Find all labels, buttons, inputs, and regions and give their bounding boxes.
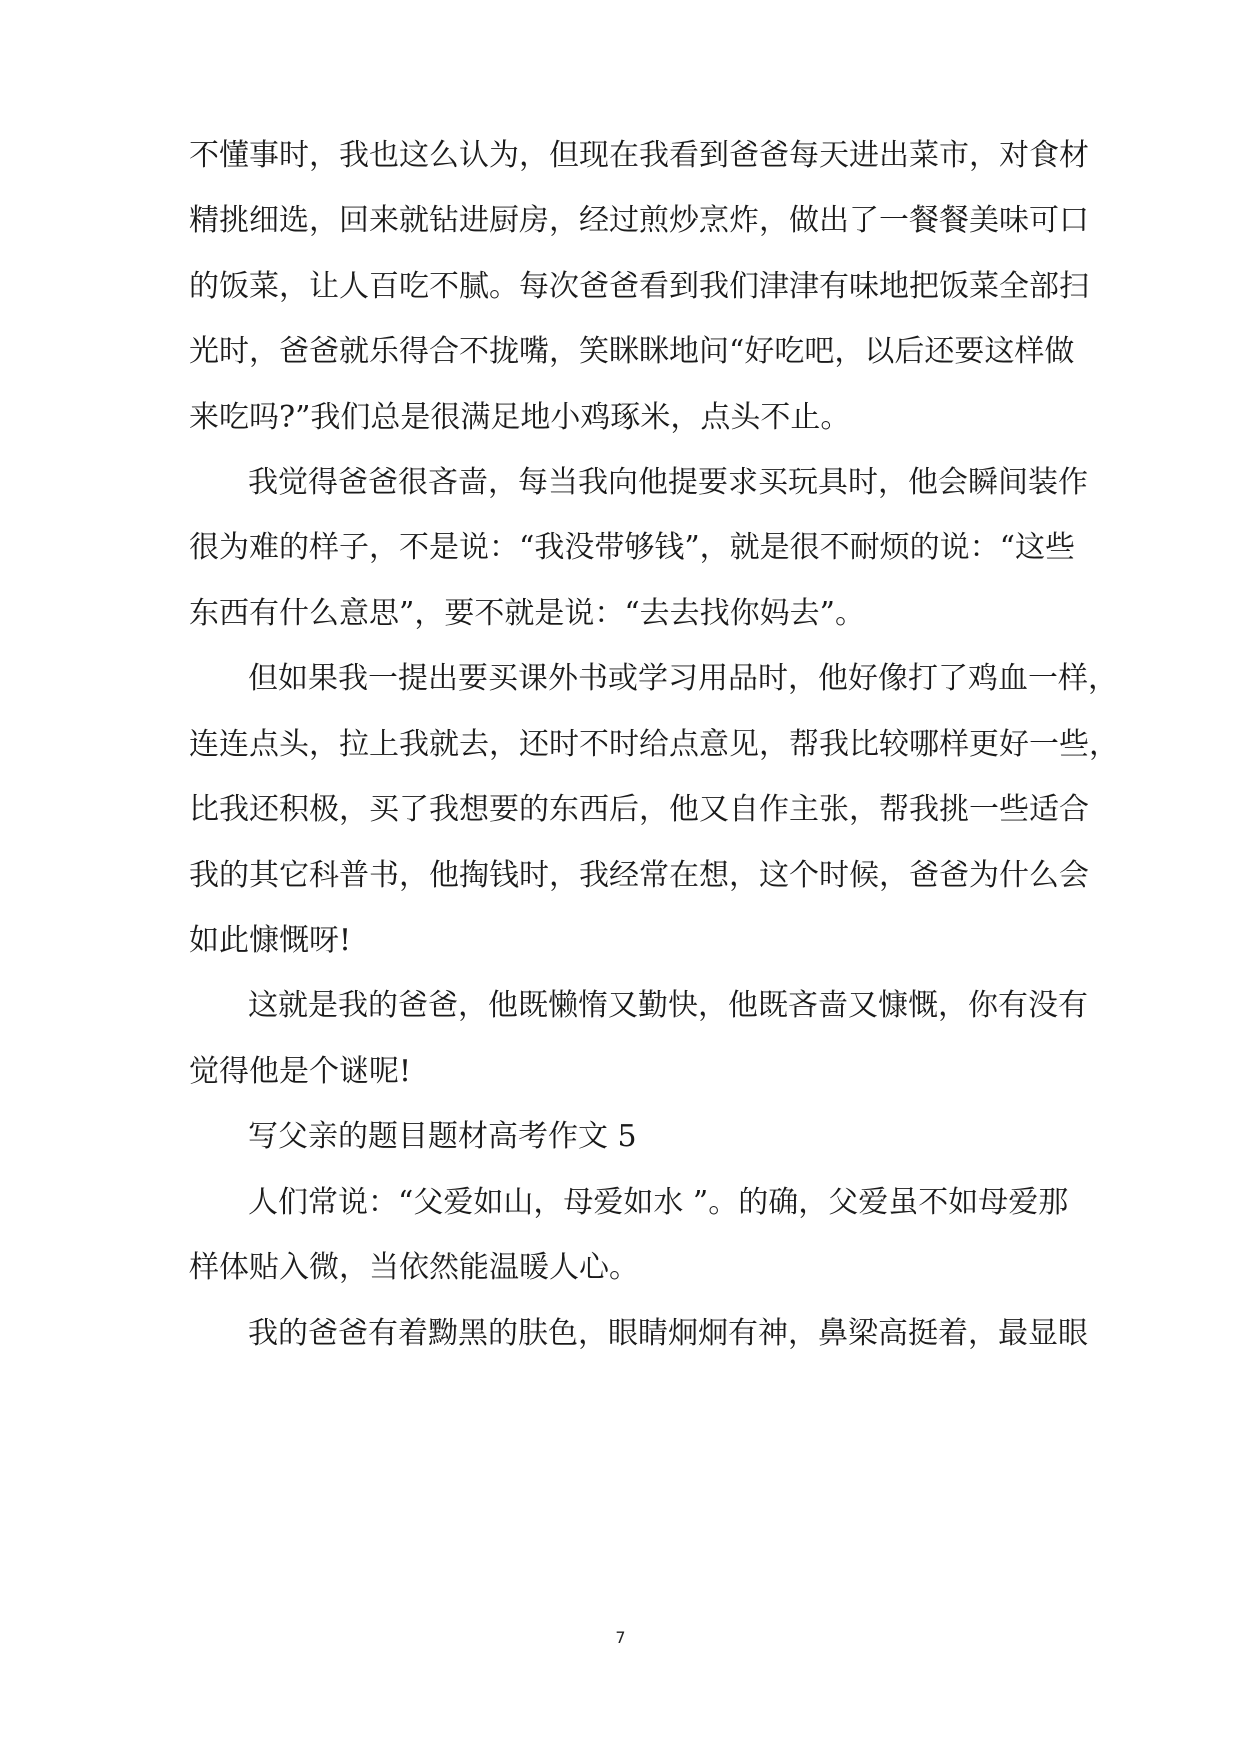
- text-line: 精挑细选，回来就钻进厨房，经过煎炒烹炸，做出了一餐餐美味可口: [189, 203, 1089, 238]
- text-line: 如此慷慨呀!: [189, 923, 352, 958]
- paragraph-first-line: 但如果我一提出要买课外书或学习用品时，他好像打了鸡血一样，: [248, 661, 1118, 696]
- text-line: 的饭菜，让人百吃不腻。每次爸爸看到我们津津有味地把饭菜全部扫: [189, 269, 1089, 304]
- page-number: 7: [615, 1628, 626, 1647]
- text-line: 连连点头，拉上我就去，还时不时给点意见，帮我比较哪样更好一些，: [189, 727, 1119, 762]
- text-line: 样体贴入微，当依然能温暖人心。: [189, 1250, 639, 1285]
- text-line: 觉得他是个谜呢!: [189, 1054, 412, 1089]
- text-line: 很为难的样子，不是说：“我没带够钱”，就是很不耐烦的说：“这些: [189, 530, 1076, 565]
- text-line: 东西有什么意思”，要不就是说：“去去找你妈去”。: [189, 596, 866, 631]
- paragraph-first-line: 我觉得爸爸很吝啬，每当我向他提要求买玩具时，他会瞬间装作: [248, 465, 1088, 500]
- paragraph-first-line: 这就是我的爸爸，他既懒惰又勤快，他既吝啬又慷慨，你有没有: [248, 988, 1088, 1023]
- text-line: 来吃吗?”我们总是很满足地小鸡琢米，点头不止。: [189, 400, 851, 435]
- text-line: 光时，爸爸就乐得合不拢嘴，笑眯眯地问“好吃吧，以后还要这样做: [189, 334, 1075, 369]
- paragraph-first-line: 我的爸爸有着黝黑的肤色，眼睛炯炯有神，鼻梁高挺着，最显眼: [248, 1316, 1088, 1351]
- paragraph-first-line: 人们常说：“父爱如山，母爱如水 ”。的确，父爱虽不如母爱那: [248, 1185, 1069, 1220]
- text-line: 不懂事时，我也这么认为，但现在我看到爸爸每天进出菜市，对食材: [189, 138, 1089, 173]
- section-heading: 写父亲的题目题材高考作文 5: [248, 1119, 637, 1154]
- text-line: 我的其它科普书，他掏钱时，我经常在想，这个时候，爸爸为什么会: [189, 858, 1089, 893]
- text-line: 比我还积极，买了我想要的东西后，他又自作主张，帮我挑一些适合: [189, 792, 1089, 827]
